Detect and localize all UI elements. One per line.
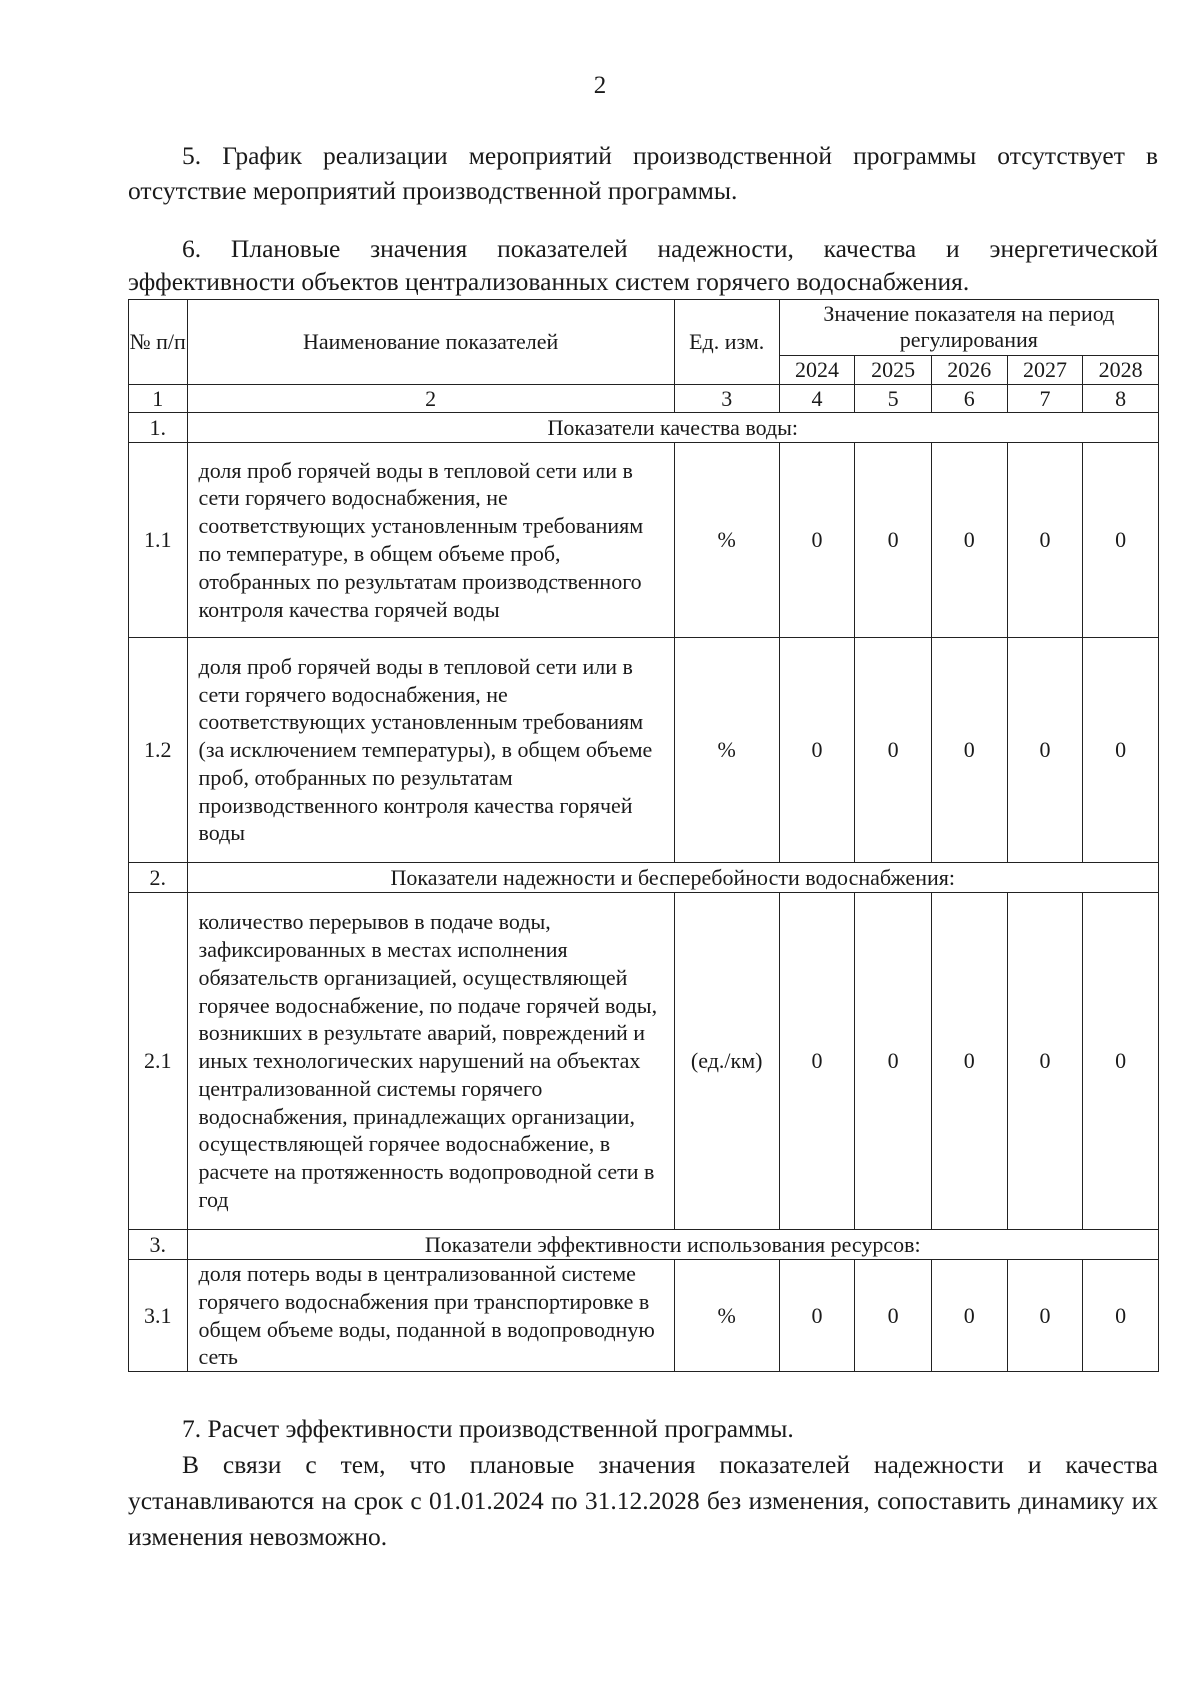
page-number: 2 <box>593 72 607 99</box>
header-row-1 <box>129 300 1159 356</box>
row-unit: % <box>674 638 779 863</box>
table-row <box>129 1260 1159 1372</box>
section-row <box>129 863 1159 893</box>
row-value: 0 <box>1083 1260 1159 1372</box>
table-row <box>129 443 1159 638</box>
row-unit: % <box>674 443 779 638</box>
header-num-label: № п/п <box>129 329 186 354</box>
header-period <box>779 300 1158 356</box>
row-value: 0 <box>1083 893 1159 1230</box>
row-value: 0 <box>931 638 1007 863</box>
row-unit: (ед./км) <box>674 893 779 1230</box>
section-6-line-1: 6. Плановые значения показателей надежности, качества и энергетической <box>182 234 1158 263</box>
section-6-heading <box>128 232 1158 298</box>
row-value: 0 <box>855 893 932 1230</box>
header-year: 2028 <box>1083 355 1159 384</box>
row-number: 2.1 <box>129 893 188 1230</box>
header-name <box>187 300 674 385</box>
row-value: 0 <box>931 1260 1007 1372</box>
row-value: 0 <box>1007 638 1083 863</box>
row-value: 0 <box>855 638 932 863</box>
row-value: 0 <box>1007 443 1083 638</box>
row-value: 0 <box>779 893 855 1230</box>
header-num <box>129 300 188 385</box>
row-number: 1.2 <box>129 638 188 863</box>
row-value: 0 <box>779 638 855 863</box>
row-value: 0 <box>1007 1260 1083 1372</box>
section-6-line-2: эффективности объектов централизованных систем горячего водоснабжения. <box>128 267 970 296</box>
section-number: 1. <box>129 413 188 443</box>
section-title: Показатели надежности и бесперебойности водоснабжения: <box>187 863 1159 893</box>
section-7-paragraph: В связи с тем, что плановые значения показателей надежности и качества устанавливаются на срок с 01.01.2024 по 31.12.2028 без изменения, сопоставить динамику их изменения невозможно. <box>128 1450 1158 1551</box>
indicators-table <box>128 299 1159 1372</box>
section-row <box>129 413 1159 443</box>
row-value: 0 <box>1007 893 1083 1230</box>
column-number: 8 <box>1083 385 1159 413</box>
column-number: 3 <box>674 385 779 413</box>
row-value: 0 <box>931 443 1007 638</box>
table-row <box>129 893 1159 1230</box>
header-year: 2027 <box>1007 355 1083 384</box>
header-unit <box>674 300 779 385</box>
section-title: Показатели эффективности использования ресурсов: <box>187 1230 1159 1260</box>
row-number: 1.1 <box>129 443 188 638</box>
row-value: 0 <box>855 1260 932 1372</box>
row-indicator-name: доля проб горячей воды в тепловой сети или в сети горячего водоснабжения, не соответствующих установленным требованиям по температуре, в общем объеме проб, отобранных по результатам производственного контроля качества горячей воды <box>187 443 674 638</box>
row-value: 0 <box>1083 638 1159 863</box>
header-year: 2025 <box>855 355 932 384</box>
section-number: 2. <box>129 863 188 893</box>
section-title: Показатели качества воды: <box>187 413 1159 443</box>
row-value: 0 <box>1083 443 1159 638</box>
table-row <box>129 638 1159 863</box>
header-period-label: Значение показателя на период регулирования <box>823 301 1115 353</box>
row-number: 3.1 <box>129 1260 188 1372</box>
row-value: 0 <box>931 893 1007 1230</box>
section-number: 3. <box>129 1230 188 1260</box>
section-5-paragraph: 5. График реализации мероприятий производственной программы отсутствует в отсутствие мероприятий производственной программы. <box>128 141 1158 205</box>
section-row <box>129 1230 1159 1260</box>
row-indicator-name: количество перерывов в подаче воды, зафиксированных в местах исполнения обязательств организацией, осуществляющей горячее водоснабжение, по подаче горячей воды, возникших в результате аварий, повреждений и иных технологических нарушений на объектах централизованной системы горячего водоснабжения, принадлежащих организации, осуществляющей горячее водоснабжение, в расчете на протяженность водопроводной сети в год <box>187 893 674 1230</box>
column-number: 7 <box>1007 385 1083 413</box>
row-value: 0 <box>779 1260 855 1372</box>
header-year: 2024 <box>779 355 855 384</box>
column-number: 5 <box>855 385 932 413</box>
header-year: 2026 <box>931 355 1007 384</box>
column-number: 1 <box>129 385 188 413</box>
row-indicator-name: доля потерь воды в централизованной системе горячего водоснабжения при транспортировке в общем объеме воды, поданной в водопроводную сеть <box>187 1260 674 1372</box>
column-number: 6 <box>931 385 1007 413</box>
column-number: 2 <box>187 385 674 413</box>
column-number-row <box>129 385 1159 413</box>
row-indicator-name: доля проб горячей воды в тепловой сети или в сети горячего водоснабжения, не соответствующих установленным требованиям (за исключением температуры), в общем объеме проб, отобранных по результатам производственного контроля качества горячей воды <box>187 638 674 863</box>
section-7 <box>128 1411 1158 1555</box>
row-unit: % <box>674 1260 779 1372</box>
header-unit-label: Ед. изм. <box>689 329 765 354</box>
header-name-label: Наименование показателей <box>303 329 559 354</box>
row-value: 0 <box>855 443 932 638</box>
column-number: 4 <box>779 385 855 413</box>
section-7-title: 7. Расчет эффективности производственной программы. <box>182 1414 794 1443</box>
row-value: 0 <box>779 443 855 638</box>
